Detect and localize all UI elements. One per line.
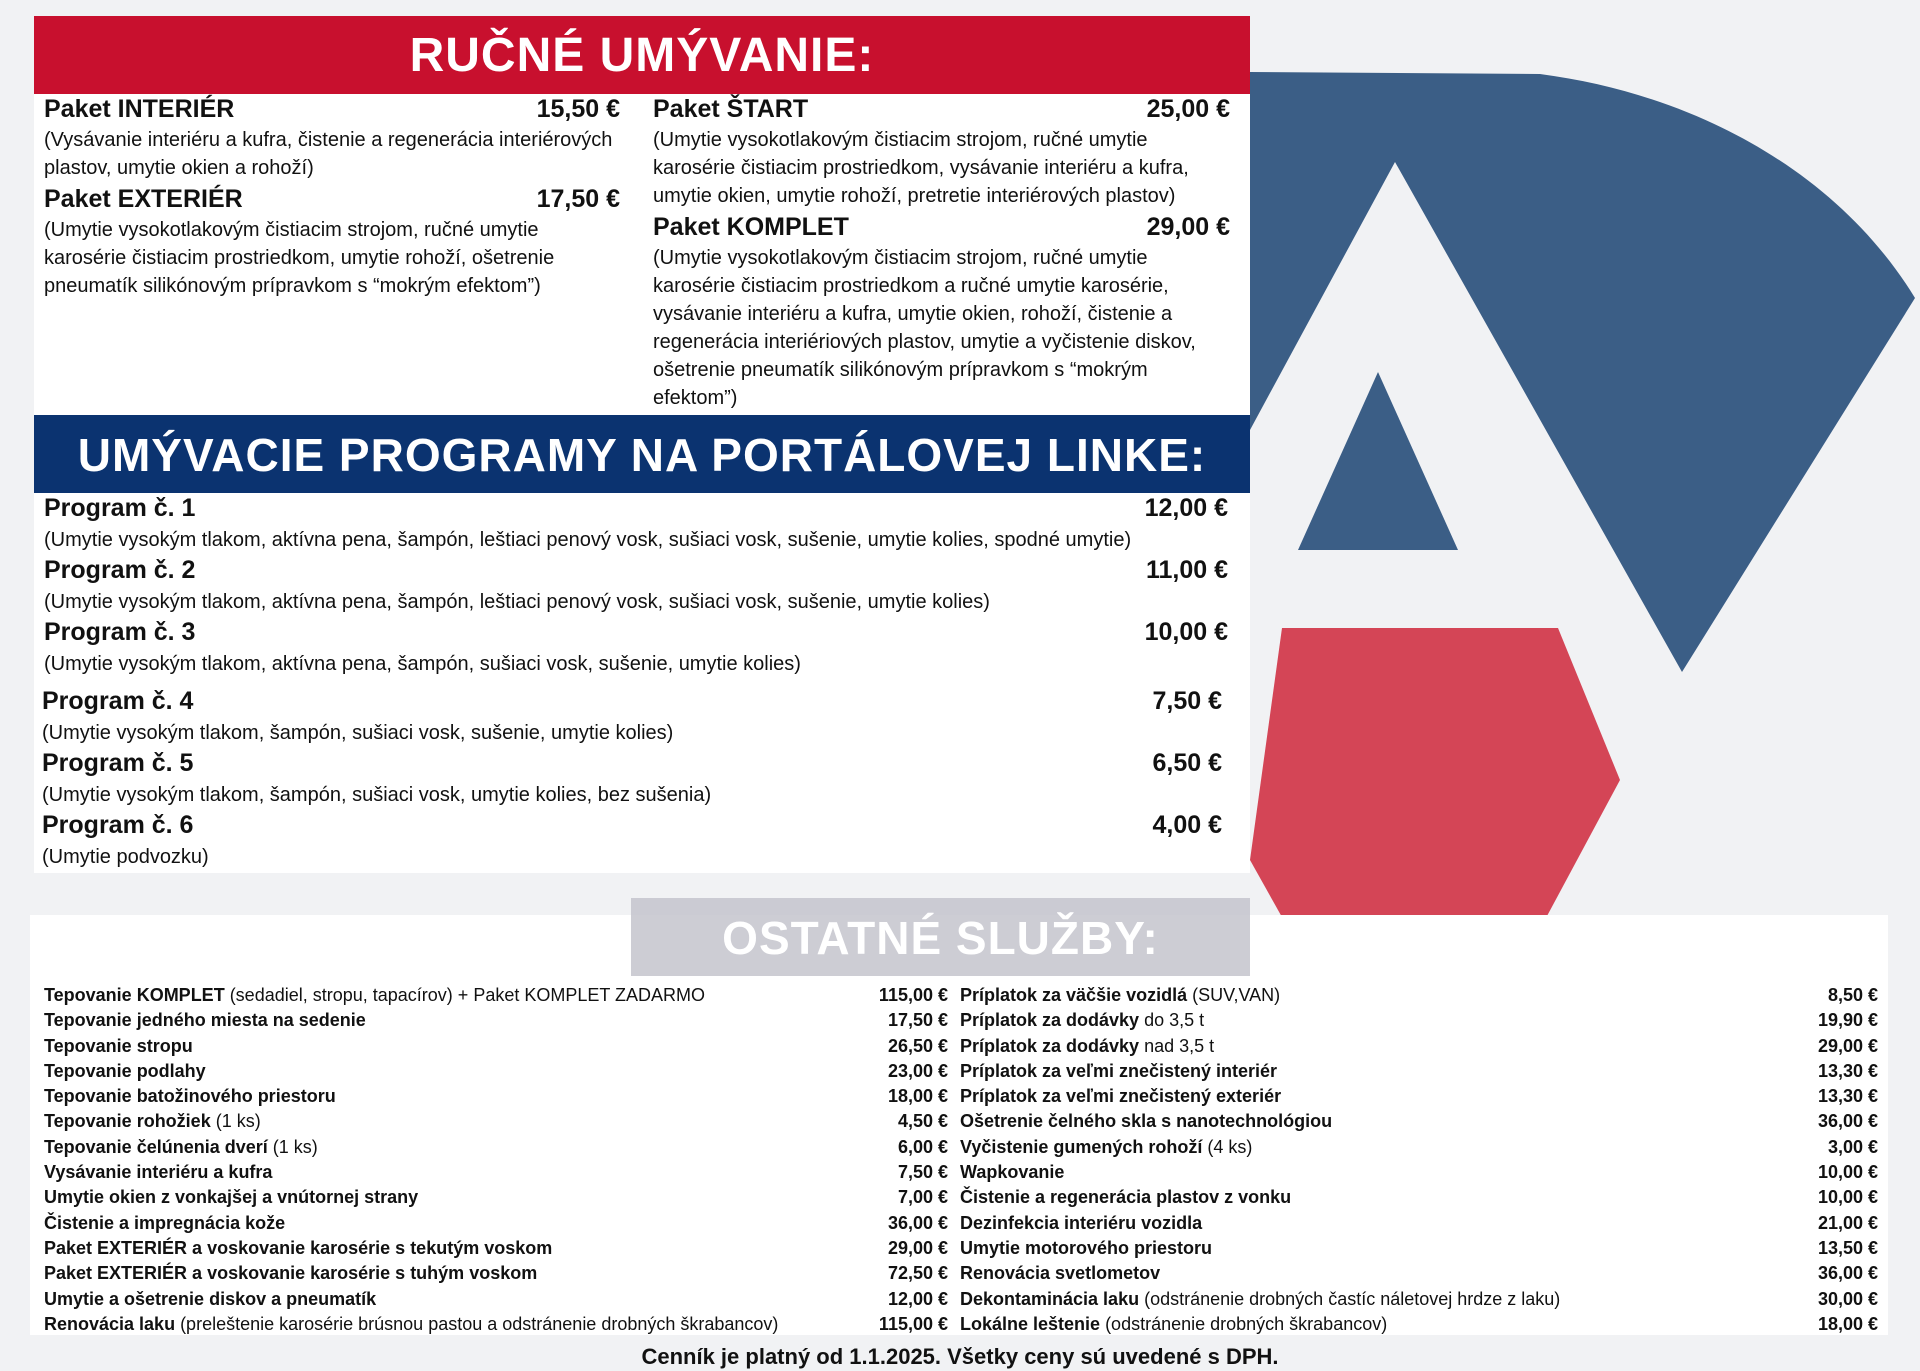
service-note: (sedadiel, stropu, tapacírov) + Paket KOMPLET ZADARMO	[224, 985, 706, 1005]
program-price: 10,00 €	[1144, 618, 1228, 646]
service-row	[44, 1211, 948, 1236]
service-price: 19,90 €	[1817, 1010, 1878, 1031]
service-row	[960, 1034, 1878, 1059]
package-price: 17,50 €	[536, 185, 620, 213]
service-price: 8,50 €	[1827, 985, 1878, 1005]
service-price: 17,50 €	[887, 1010, 948, 1031]
service-note: (odstránenie drobných škrabancov)	[1100, 1313, 1388, 1334]
service-price: 7,50 €	[897, 1162, 948, 1183]
service-price: 30,00 €	[1817, 1288, 1878, 1309]
service-note: (1 ks)	[267, 1136, 318, 1157]
service-name: Čistenie a regenerácia plastov z vonku	[960, 1187, 1292, 1208]
service-price: 72,50 €	[887, 1263, 948, 1284]
portal-programs-title: UMÝVACIE PROGRAMY NA PORTÁLOVEJ LINKE:	[34, 415, 1250, 493]
program-name: Program č. 6	[42, 811, 194, 839]
package-start	[653, 94, 1230, 210]
services-left-column	[44, 983, 948, 1337]
service-name: Paket EXTERIÉR a voskovanie karosérie s tekutým voskom	[44, 1237, 553, 1258]
service-row	[960, 1211, 1878, 1236]
package-name: Paket INTERIÉR	[44, 95, 235, 123]
service-row	[960, 1160, 1878, 1185]
service-note: nad 3,5 t	[1139, 1035, 1215, 1056]
service-price: 3,00 €	[1827, 1136, 1878, 1157]
service-note: (1 ks)	[210, 1111, 261, 1132]
package-name: Paket EXTERIÉR	[44, 185, 243, 213]
service-row	[44, 1185, 948, 1210]
package-description: (Umytie vysokotlakovým čistiacim strojom, ručné umytie karosérie čistiacim prostriedkom a ručné umytie karosérie, vysávanie interiéru a kufra, umytie okien, rohoží, čistenie a regenerácia interiériových plastov, umytie a vyčistenie diskov, ošetrenie pneumatík silikónovým prípravkom s “mokrým efektom”)	[653, 247, 1196, 409]
program-description: (Umytie vysokým tlakom, aktívna pena, šampón, sušiaci vosk, sušenie, umytie kolies)	[44, 653, 801, 675]
service-row	[44, 1034, 948, 1059]
service-name: Príplatok za veľmi znečistený exteriér	[960, 1086, 1282, 1107]
service-name: Umytie okien z vonkajšej a vnútornej strany	[44, 1187, 419, 1208]
service-note: (preleštenie karosérie brúsnou pastou a odstránenie drobných škrabancov)	[175, 1313, 779, 1334]
service-name: Lokálne leštenie	[960, 1313, 1101, 1334]
service-price: 13,30 €	[1817, 1086, 1878, 1107]
package-description: (Umytie vysokotlakovým čistiacim strojom, ručné umytie karosérie čistiacim prostriedkom, umytie rohoží, ošetrenie pneumatík silikónovým prípravkom s “mokrým efektom”)	[44, 219, 555, 297]
service-name: Príplatok za dodávky	[960, 1035, 1140, 1056]
service-price: 10,00 €	[1817, 1162, 1878, 1183]
price-validity-footer: Cenník je platný od 1.1.2025. Všetky ceny sú uvedené s DPH.	[641, 1344, 1279, 1369]
service-price: 4,50 €	[897, 1111, 948, 1132]
service-name: Dezinfekcia interiéru vozidla	[960, 1212, 1203, 1233]
service-name: Tepovanie KOMPLET	[44, 985, 225, 1005]
package-price: 29,00 €	[1146, 213, 1230, 241]
service-name: Čistenie a impregnácia kože	[44, 1212, 286, 1233]
service-row	[44, 1059, 948, 1084]
program-2	[44, 555, 1228, 616]
service-name: Vysávanie interiéru a kufra	[44, 1162, 273, 1183]
service-price: 6,00 €	[897, 1136, 948, 1157]
package-name: Paket ŠTART	[653, 95, 809, 123]
program-description: (Umytie vysokým tlakom, aktívna pena, šampón, leštiaci penový vosk, sušiaci vosk, sušenie, umytie kolies, spodné umytie)	[44, 529, 1132, 551]
service-price: 115,00 €	[878, 985, 948, 1005]
services-right-column	[960, 983, 1878, 1337]
program-description: (Umytie vysokým tlakom, aktívna pena, šampón, leštiaci penový vosk, sušiaci vosk, sušenie, umytie kolies)	[44, 591, 990, 613]
service-row	[44, 1236, 948, 1261]
package-name: Paket KOMPLET	[653, 213, 849, 241]
program-price: 11,00 €	[1145, 556, 1228, 584]
program-name: Program č. 2	[44, 556, 196, 584]
program-name: Program č. 4	[42, 687, 194, 715]
program-description: (Umytie vysokým tlakom, šampón, sušiaci vosk, umytie kolies, bez sušenia)	[42, 784, 712, 806]
service-row	[44, 1008, 948, 1033]
service-price: 36,00 €	[1817, 1263, 1878, 1284]
service-row	[960, 1059, 1878, 1084]
service-name: Paket EXTERIÉR a voskovanie karosérie s tuhým voskom	[44, 1263, 538, 1284]
service-price: 7,00 €	[897, 1187, 948, 1208]
service-row	[44, 1160, 948, 1185]
service-name: Tepovanie čelúnenia dverí	[44, 1136, 268, 1157]
service-row	[960, 1236, 1878, 1261]
service-row	[44, 1135, 948, 1160]
service-name: Tepovanie podlahy	[44, 1060, 206, 1081]
service-note: (4 ks)	[1202, 1136, 1253, 1157]
package-description: (Vysávanie interiéru a kufra, čistenie a regenerácia interiérových plastov, umytie okien a rohoží)	[44, 129, 613, 179]
service-name: Tepovanie rohožiek	[44, 1111, 211, 1132]
service-row	[44, 983, 948, 1008]
program-6	[42, 810, 1222, 871]
logo-blue-wedge	[1250, 72, 1915, 672]
service-price: 29,00 €	[887, 1237, 948, 1258]
other-services-title: OSTATNÉ SLUŽBY:	[631, 898, 1250, 976]
service-row	[960, 1261, 1878, 1286]
package-komplet	[653, 212, 1230, 412]
program-1	[44, 493, 1228, 554]
service-price: 23,00 €	[887, 1060, 948, 1081]
service-name: Tepovanie stropu	[44, 1035, 193, 1056]
service-row	[960, 1185, 1878, 1210]
service-price: 10,00 €	[1817, 1187, 1878, 1208]
program-description: (Umytie vysokým tlakom, šampón, sušiaci vosk, sušenie, umytie kolies)	[42, 722, 674, 744]
program-price: 7,50 €	[1152, 687, 1222, 715]
package-price: 25,00 €	[1146, 95, 1230, 123]
program-name: Program č. 5	[42, 749, 194, 777]
service-row	[960, 1312, 1878, 1337]
service-row	[960, 1084, 1878, 1109]
service-name: Príplatok za veľmi znečistený interiér	[960, 1060, 1278, 1081]
service-name: Vyčistenie gumených rohoží	[960, 1136, 1203, 1157]
program-4	[42, 686, 1222, 747]
service-name: Príplatok za dodávky	[960, 1010, 1140, 1031]
program-3	[44, 617, 1228, 678]
service-name: Renovácia laku	[44, 1313, 176, 1334]
program-name: Program č. 3	[44, 618, 196, 646]
service-price: 26,50 €	[887, 1035, 948, 1056]
service-price: 18,00 €	[887, 1086, 948, 1107]
package-interier	[44, 94, 620, 182]
service-note: do 3,5 t	[1139, 1010, 1205, 1031]
service-price: 36,00 €	[887, 1212, 948, 1233]
service-row	[960, 1287, 1878, 1312]
service-price: 29,00 €	[1817, 1035, 1878, 1056]
program-name: Program č. 1	[44, 494, 196, 522]
service-name: Wapkovanie	[960, 1162, 1065, 1183]
service-name: Tepovanie batožinového priestoru	[44, 1086, 336, 1107]
service-price: 36,00 €	[1817, 1111, 1878, 1132]
manual-wash-title: RUČNÉ UMÝVANIE:	[34, 16, 1250, 94]
service-row	[44, 1084, 948, 1109]
program-description: (Umytie podvozku)	[42, 846, 209, 868]
service-price: 13,30 €	[1817, 1060, 1878, 1081]
service-row	[44, 1312, 948, 1337]
program-price: 4,00 €	[1152, 811, 1222, 839]
package-price: 15,50 €	[536, 95, 620, 123]
service-row	[960, 983, 1878, 1008]
service-name: Ošetrenie čelného skla s nanotechnológiou	[960, 1111, 1333, 1132]
logo-blue-triangle	[1298, 372, 1458, 550]
service-price: 18,00 €	[1817, 1313, 1878, 1334]
service-note: (SUV,VAN)	[1187, 985, 1281, 1005]
service-name: Umytie motorového priestoru	[960, 1237, 1213, 1258]
service-price: 12,00 €	[887, 1288, 948, 1309]
program-5	[42, 748, 1222, 809]
service-row	[960, 1109, 1878, 1134]
service-name: Príplatok za väčšie vozidlá	[960, 985, 1188, 1005]
service-price: 13,50 €	[1817, 1237, 1878, 1258]
service-name: Umytie a ošetrenie diskov a pneumatík	[44, 1288, 377, 1309]
package-exterier	[44, 184, 620, 300]
service-price: 21,00 €	[1817, 1212, 1878, 1233]
program-price: 6,50 €	[1152, 749, 1222, 777]
service-name: Renovácia svetlometov	[960, 1263, 1161, 1284]
service-name: Tepovanie jedného miesta na sedenie	[44, 1010, 366, 1031]
service-row	[960, 1135, 1878, 1160]
service-row	[44, 1109, 948, 1134]
service-note: (odstránenie drobných častíc náletovej hrdze z laku)	[1139, 1288, 1561, 1309]
service-name: Dekontaminácia laku	[960, 1288, 1140, 1309]
service-row	[44, 1287, 948, 1312]
service-row	[44, 1261, 948, 1286]
service-price: 115,00 €	[878, 1313, 948, 1334]
program-price: 12,00 €	[1144, 494, 1228, 522]
service-row	[960, 1008, 1878, 1033]
package-description: (Umytie vysokotlakovým čistiacim strojom, ručné umytie karosérie čistiacim prostriedkom, vysávanie interiéru a kufra, umytie okien, umytie rohoží, pretretie interiérových plastov)	[653, 129, 1189, 207]
